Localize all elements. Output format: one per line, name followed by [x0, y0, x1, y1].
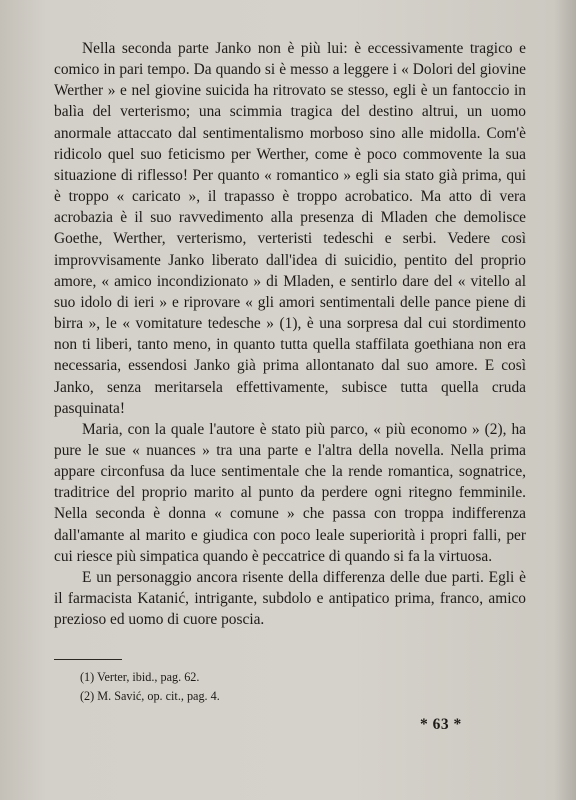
page-number: * 63 * — [420, 716, 462, 733]
footnote-1: (1) Verter, ibid., pag. 62. — [80, 670, 200, 684]
paragraph-katanic: E un personaggio ancora risente della differenza delle due parti. Egli è il farmacista Katanić, intrigante, subdolo e antipatico prima, franco, amico prezioso ed uomo di cuore poscia. — [54, 568, 526, 629]
footnote-2: (2) M. Savić, op. cit., pag. 4. — [80, 688, 220, 703]
footnote-divider — [54, 659, 122, 660]
paragraph-maria: Maria, con la quale l'autore è stato più parco, « più economo » (2), ha pure le sue « nuances » tra una parte e l'altra della novella. Nella prima appare circonfusa da luce sentimentale che la rende romantica, sognatrice, traditrice del proprio marito al punto da perdere ogni ritegno femminile. Nella seconda è donna « comune » che passa con troppa indifferenza dall'amante al marito e giudica con poco leale superiorità i propri falli, per cui riesce più simpatica quando è peccatrice di quando si fa la virtuosa. — [54, 420, 526, 565]
footnotes — [80, 668, 460, 705]
body-text — [54, 38, 526, 630]
page-edge-shadow — [554, 0, 576, 800]
paragraph-janko: Nella seconda parte Janko non è più lui: è eccessivamente tragico e comico in pari tempo. Da quando si è messo a leggere i « Dolori del giovine Werther » e nel giovine suicida ha ritrovato se stesso, egli è un fantoccio in balìa del verterismo; una scimmia tragica del destino altrui, un uomo anormale attaccato dal sentimentalismo morboso sino alle midolla. Com'è ridicolo quel suo feticismo per Werther, come è poco commovente la sua situazione di riflesso! Per quanto « romantico » egli sia stato già prima, qui è troppo « caricato », il trapasso è troppo acrobatico. Ma atto di vera acrobazia è il suo ravvedimento alla presenza di Mladen che demolisce Goethe, Werther, verterismo, verteristi tedeschi e serbi. Vedere così improvvisamente Janko liberato dall'idea di suicidio, pentito del proprio amore, « amico incondizionato » di Mladen, e sentirlo dare del « vitello al suo idolo di ieri » e riprovare « gli amori sentimentali delle pance piene di birra », le « vomitature tedesche » (1), è una sorpresa dal cui stordimento non ti liberi, tanto meno, in quanto tutta quella staffilata goethiana non era necessaria, essendosi Janko già prima allontanato dal suo amore. E così Janko, senza meritarsela effettivamente, subisce tutta quella cruda pasquinata! — [54, 40, 526, 417]
